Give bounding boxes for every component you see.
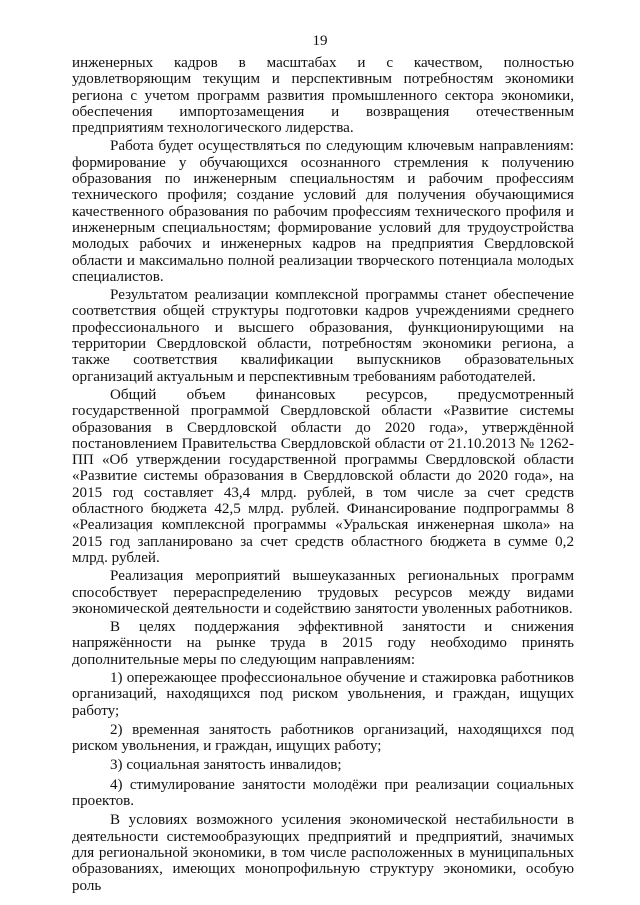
paragraph-financing: Общий объем финансовых ресурсов, предусмотренный государственной программой Свердловской области «Развитие системы образования в Свердловской области до 2020 года», утверждённой постановлением Правительства Свердловской области от 21.10.2013 № 1262-ПП «Об утверждении государственной программы Свердловской области «Развитие системы образования в Свердловской области до 2020 года», на 2015 год составляет 43,4 млрд. рублей, в том числе за счет средств областного бюджета 42,5 млрд. рублей. Финансирование подпрограммы 8 «Реализация комплексной программы «Уральская инженерная школа» на 2015 год запланировано за счет средств областного бюджета в сумме 0,2 млрд. рублей.	[72, 386, 574, 566]
page-body	[72, 55, 574, 896]
paragraph-key-directions: Работа будет осуществляться по следующим ключевым направлениям: формирование у обучающихся осознанного стремления к получению образования по инженерным специальностям и рабочим профессиям технического профиля; создание условий для получения обучающимися качественного образования по рабочим профессиям технического профиля и инженерным специальностям; формирование условий для трудоустройства молодых рабочих и инженерных кадров на предприятия Свердловской области и максимально полной реализации творческого потенциала молодых специалистов.	[72, 138, 574, 285]
paragraph-program-result: Результатом реализации комплексной программы станет обеспечение соответствия общей структуры подготовки кадров учреждениями среднего профессионального и высшего образования, функционирующими на территории Свердловской области, потребностям экономики региона, а также соответствия квалификации выпускников образовательных организаций актуальным и перспективным требованиям работодателей.	[72, 287, 574, 385]
paragraph-regional-programs: Реализация мероприятий вышеуказанных региональных программ способствует перераспределению трудовых ресурсов между видами экономической деятельности и содействию занятости уволенных работников.	[72, 568, 574, 617]
paragraph-continuation: инженерных кадров в масштабах и с качеством, полностью удовлетворяющим текущим и перспективным потребностям экономики региона с учетом программ развития промышленного сектора экономики, обеспечения импортозамещения и возвращения отечественным предприятиям технологического лидерства.	[72, 55, 574, 137]
list-item: 3) социальная занятость инвалидов;	[110, 757, 342, 774]
list-item: 4) стимулирование занятости молодёжи при реализации социальных проектов.	[72, 776, 574, 810]
list-item: 2) временная занятость работников организаций, находящихся под риском увольнения, и граждан, ищущих работу;	[72, 721, 574, 755]
list-item: 1) опережающее профессиональное обучение и стажировка работников организаций, находящихся под риском увольнения, и граждан, ищущих работу;	[72, 669, 574, 719]
paragraph-economic-instability: В условиях возможного усиления экономической нестабильности в деятельности системообразующих предприятий и предприятий, значимых для региональной экономики, в том числе расположенных в муниципальных образованиях, имеющих монопрофильную структуру экономики, особую роль	[72, 812, 574, 894]
page-number: 19	[312, 33, 328, 49]
paragraph-additional-measures: В целях поддержания эффективной занятости и снижения напряжённости на рынке труда в 2015 году необходимо принять дополнительные меры по следующим направлениям:	[72, 619, 574, 668]
